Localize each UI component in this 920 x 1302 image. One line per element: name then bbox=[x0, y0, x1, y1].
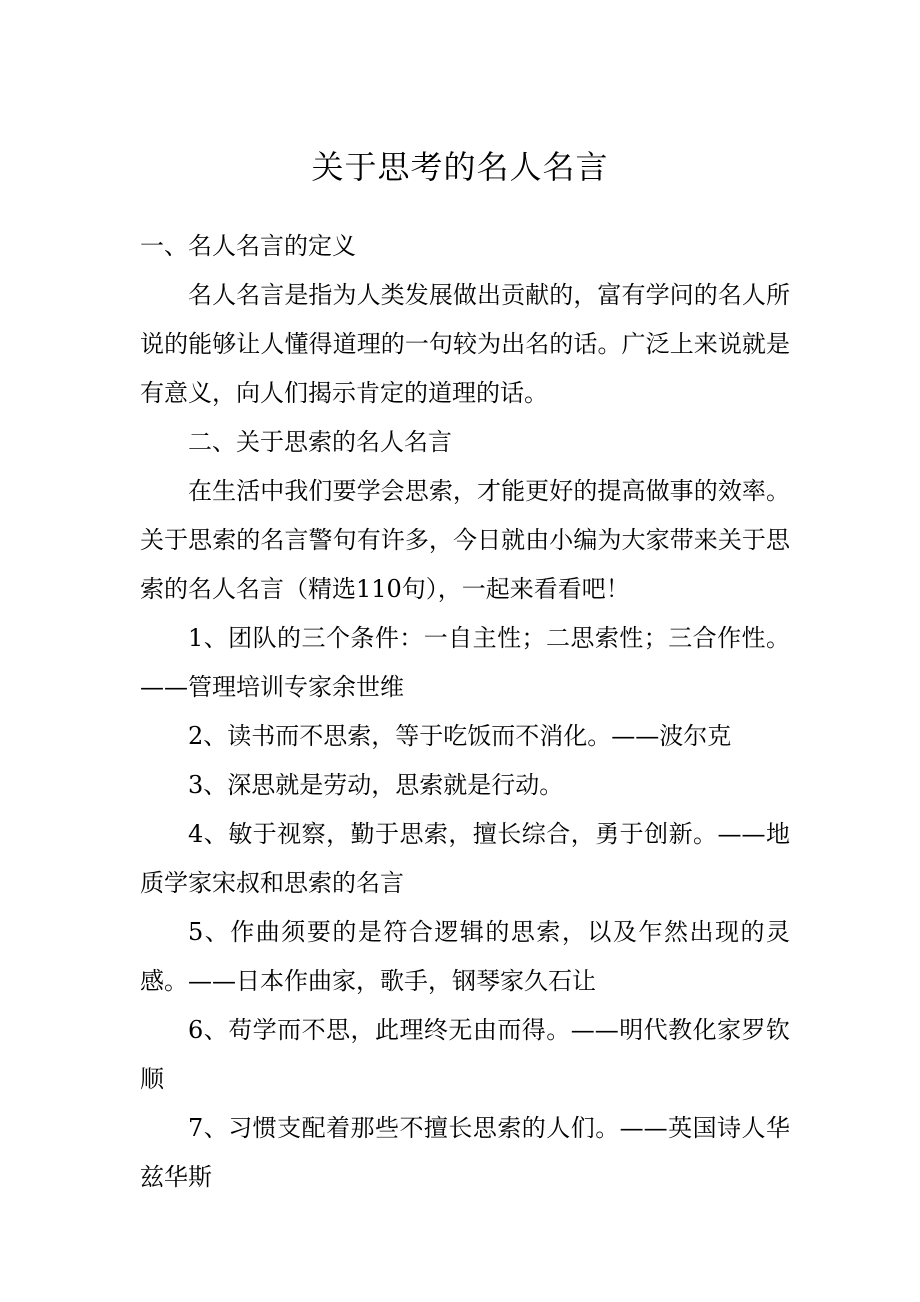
quote-item: 5、作曲须要的是符合逻辑的思索，以及乍然出现的灵感。——日本作曲家，歌手，钢琴家久石让 bbox=[140, 918, 790, 995]
section-heading-quotes: 二、关于思索的名人名言 bbox=[188, 428, 452, 456]
paragraph-definition: 名人名言是指为人类发展做出贡献的，富有学问的名人所说的能够让人懂得道理的一句较为出名的话。广泛上来说就是有意义，向人们揭示肯定的道理的话。 bbox=[140, 281, 790, 407]
quote-item: 6、苟学而不思，此理终无由而得。——明代教化家罗钦顺 bbox=[140, 1016, 790, 1093]
quote-item: 2、读书而不思索，等于吃饭而不消化。——波尔克 bbox=[188, 722, 732, 750]
quote-item: 3、深思就是劳动，思索就是行动。 bbox=[188, 771, 564, 799]
document-title: 关于思考的名人名言 bbox=[311, 148, 609, 186]
quote-item: 1、团队的三个条件：一自主性；二思索性；三合作性。——管理培训专家余世维 bbox=[140, 624, 790, 701]
quote-item: 4、敏于视察，勤于思索，擅长综合，勇于创新。——地质学家宋叔和思索的名言 bbox=[140, 820, 790, 897]
quote-item: 7、习惯支配着那些不擅长思索的人们。——英国诗人华兹华斯 bbox=[140, 1114, 790, 1191]
document-body bbox=[140, 222, 790, 1202]
paragraph-intro: 在生活中我们要学会思索，才能更好的提高做事的效率。关于思索的名言警句有许多，今日就由小编为大家带来关于思索的名人名言（精选110句），一起来看看吧！ bbox=[140, 477, 790, 603]
section-heading-definition: 一、名人名言的定义 bbox=[140, 232, 356, 260]
